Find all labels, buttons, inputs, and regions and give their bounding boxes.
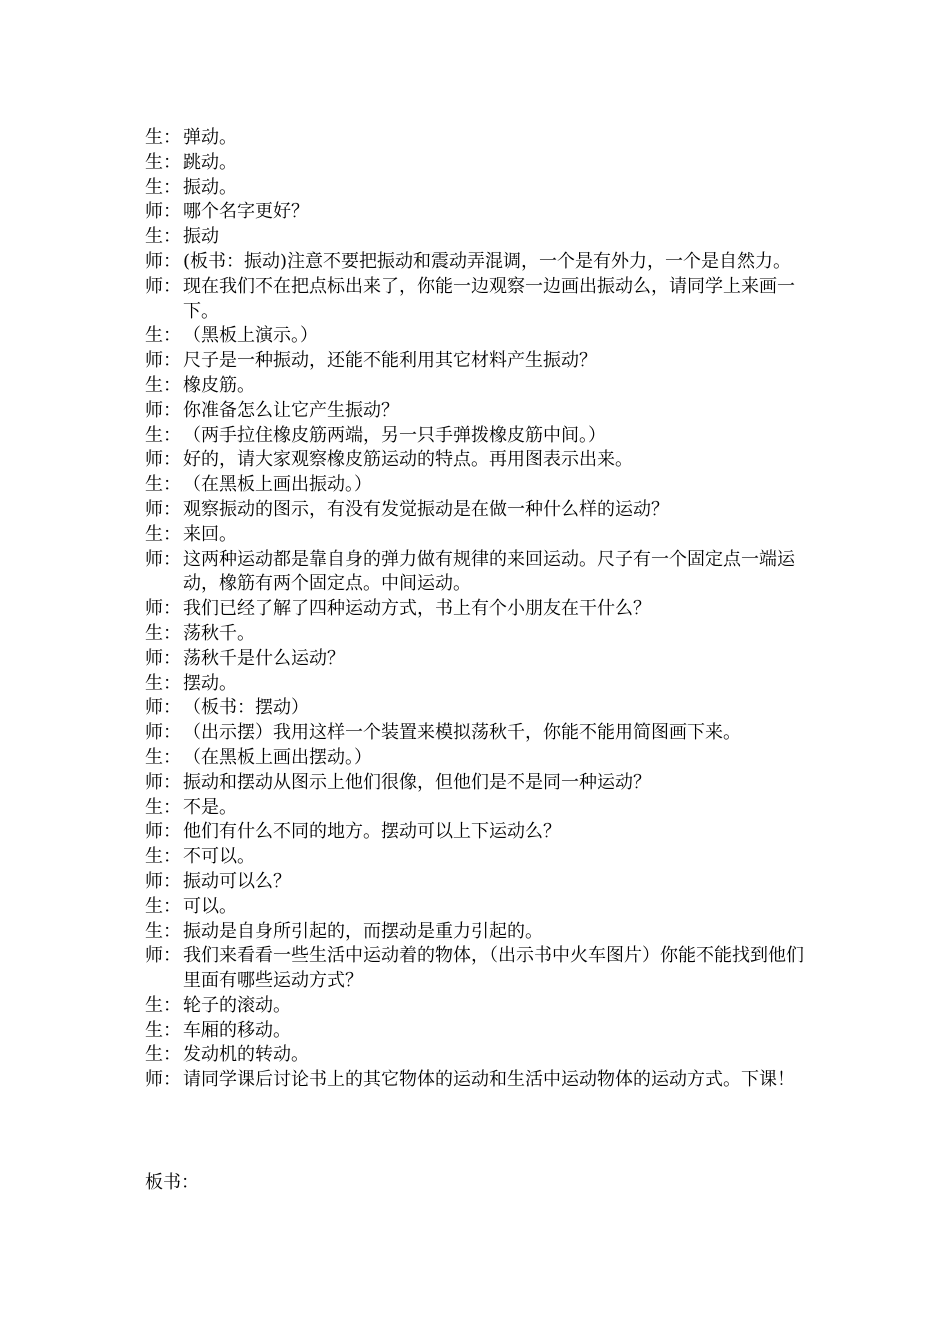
speaker-label: 师： xyxy=(145,697,181,719)
speaker-label: 师： xyxy=(145,722,181,744)
speaker-label: 师： xyxy=(145,275,181,297)
utterance-text: 振动和摆动从图示上他们很像，但他们是不是同一种运动？ xyxy=(183,771,651,793)
speaker-label: 生： xyxy=(145,994,181,1016)
speaker-label: 师： xyxy=(145,350,181,372)
dialogue-line xyxy=(145,374,805,399)
utterance-text: （黑板上演示。） xyxy=(183,325,318,347)
dialogue-line xyxy=(145,225,805,250)
dialogue-line xyxy=(145,597,805,622)
utterance-text: 弹动。 xyxy=(183,127,237,148)
dialogue-line xyxy=(145,895,805,920)
utterance-text: 我们来看看一些生活中运动着的物体，（出示书中火车图片）你能不能找到他们里面有哪些运动方式？ xyxy=(183,945,804,992)
dialogue-line xyxy=(145,176,805,201)
dialogue-line xyxy=(145,324,805,349)
utterance-text: 请同学课后讨论书上的其它物体的运动和生活中运动物体的运动方式。下课！ xyxy=(183,1069,795,1091)
dialogue-line xyxy=(145,349,805,374)
dialogue-line xyxy=(145,622,805,647)
utterance-text: 轮子的滚动。 xyxy=(183,994,291,1016)
dialogue-line xyxy=(145,498,805,523)
utterance-text: （板书：摆动） xyxy=(183,697,309,719)
dialogue-line xyxy=(145,920,805,945)
dialogue-line xyxy=(145,647,805,672)
speaker-label: 生： xyxy=(145,176,181,198)
speaker-label: 师： xyxy=(145,1069,181,1091)
speaker-label: 生： xyxy=(145,796,181,818)
speaker-label: 师： xyxy=(145,771,181,793)
utterance-text: 他们有什么不同的地方。摆动可以上下运动么？ xyxy=(183,821,561,843)
utterance-text: 你准备怎么让它产生振动？ xyxy=(183,399,399,421)
speaker-label: 师： xyxy=(145,201,181,223)
speaker-label: 师： xyxy=(145,250,181,272)
speaker-label: 生： xyxy=(145,846,181,868)
dialogue-line xyxy=(145,548,805,598)
utterance-text: 不可以。 xyxy=(183,846,255,868)
utterance-text: （出示摆）我用这样一个装置来模拟荡秋千，你能不能用简图画下来。 xyxy=(183,722,741,744)
utterance-text: 跳动。 xyxy=(183,151,237,173)
utterance-text: (板书：振动)注意不要把振动和震动弄混调，一个是有外力，一个是自然力。 xyxy=(183,250,792,272)
utterance-text: 振动可以么？ xyxy=(183,870,291,892)
utterance-text: （两手拉住橡皮筋两端，另一只手弹拨橡皮筋中间。） xyxy=(183,424,606,446)
speaker-label: 师： xyxy=(145,870,181,892)
speaker-label: 师： xyxy=(145,399,181,421)
dialogue-line xyxy=(145,721,805,746)
speaker-label: 生： xyxy=(145,920,181,942)
dialogue-line xyxy=(145,151,805,176)
speaker-label: 生： xyxy=(145,474,181,496)
utterance-text: 车厢的移动。 xyxy=(183,1019,291,1041)
speaker-label: 生： xyxy=(145,622,181,644)
utterance-text: 这两种运动都是靠自身的弹力做有规律的来回运动。尺子有一个固定点一端运动，橡筋有两个固定点。中间运动。 xyxy=(183,548,795,595)
utterance-text: 来回。 xyxy=(183,523,237,545)
speaker-label: 师： xyxy=(145,945,181,967)
dialogue-line xyxy=(145,870,805,895)
speaker-label: 师： xyxy=(145,821,181,843)
speaker-label: 生： xyxy=(145,151,181,173)
speaker-label: 生： xyxy=(145,1044,181,1066)
dialogue-line xyxy=(145,771,805,796)
dialogue-line xyxy=(145,796,805,821)
dialogue-line xyxy=(145,424,805,449)
speaker-label: 生： xyxy=(145,672,181,694)
utterance-text: 振动是自身所引起的，而摆动是重力引起的。 xyxy=(183,920,543,942)
dialogue-transcript xyxy=(145,126,805,1093)
speaker-label: 生： xyxy=(145,127,181,148)
board-label: 板书： xyxy=(145,1172,199,1193)
dialogue-line xyxy=(145,845,805,870)
utterance-text: （在黑板上画出摆动。） xyxy=(183,746,372,768)
speaker-label: 师： xyxy=(145,647,181,669)
dialogue-line xyxy=(145,820,805,845)
dialogue-line xyxy=(145,944,805,994)
utterance-text: 橡皮筋。 xyxy=(183,374,255,396)
dialogue-line xyxy=(145,523,805,548)
dialogue-line xyxy=(145,399,805,424)
dialogue-line xyxy=(145,126,805,151)
utterance-text: 现在我们不在把点标出来了，你能一边观察一边画出振动么，请同学上来画一下。 xyxy=(183,275,795,322)
dialogue-line xyxy=(145,200,805,225)
speaker-label: 生： xyxy=(145,895,181,917)
utterance-text: 好的，请大家观察橡皮筋运动的特点。再用图表示出来。 xyxy=(183,449,633,471)
dialogue-line xyxy=(145,1043,805,1068)
utterance-text: 摆动。 xyxy=(183,672,237,694)
utterance-text: 不是。 xyxy=(183,796,237,818)
dialogue-line xyxy=(145,994,805,1019)
utterance-text: 我们已经了解了四种运动方式，书上有个小朋友在干什么？ xyxy=(183,598,651,620)
dialogue-line xyxy=(145,275,805,325)
dialogue-line xyxy=(145,250,805,275)
utterance-text: （在黑板上画出振动。） xyxy=(183,474,372,496)
speaker-label: 生： xyxy=(145,1019,181,1041)
dialogue-line xyxy=(145,672,805,697)
utterance-text: 振动 xyxy=(183,226,219,248)
utterance-text: 哪个名字更好？ xyxy=(183,201,309,223)
utterance-text: 荡秋千是什么运动？ xyxy=(183,647,345,669)
speaker-label: 生： xyxy=(145,325,181,347)
dialogue-line xyxy=(145,1019,805,1044)
speaker-label: 师： xyxy=(145,449,181,471)
utterance-text: 荡秋千。 xyxy=(183,622,255,644)
utterance-text: 尺子是一种振动，还能不能利用其它材料产生振动？ xyxy=(183,350,597,372)
speaker-label: 生： xyxy=(145,424,181,446)
speaker-label: 师： xyxy=(145,598,181,620)
speaker-label: 师： xyxy=(145,498,181,520)
speaker-label: 生： xyxy=(145,523,181,545)
dialogue-line xyxy=(145,746,805,771)
dialogue-line xyxy=(145,696,805,721)
utterance-text: 可以。 xyxy=(183,895,237,917)
dialogue-line xyxy=(145,1068,805,1093)
dialogue-line xyxy=(145,448,805,473)
utterance-text: 发动机的转动。 xyxy=(183,1044,309,1066)
speaker-label: 生： xyxy=(145,226,181,248)
speaker-label: 生： xyxy=(145,374,181,396)
utterance-text: 振动。 xyxy=(183,176,237,198)
speaker-label: 生： xyxy=(145,746,181,768)
speaker-label: 师： xyxy=(145,548,181,570)
dialogue-line xyxy=(145,473,805,498)
utterance-text: 观察振动的图示，有没有发觉振动是在做一种什么样的运动？ xyxy=(183,498,669,520)
